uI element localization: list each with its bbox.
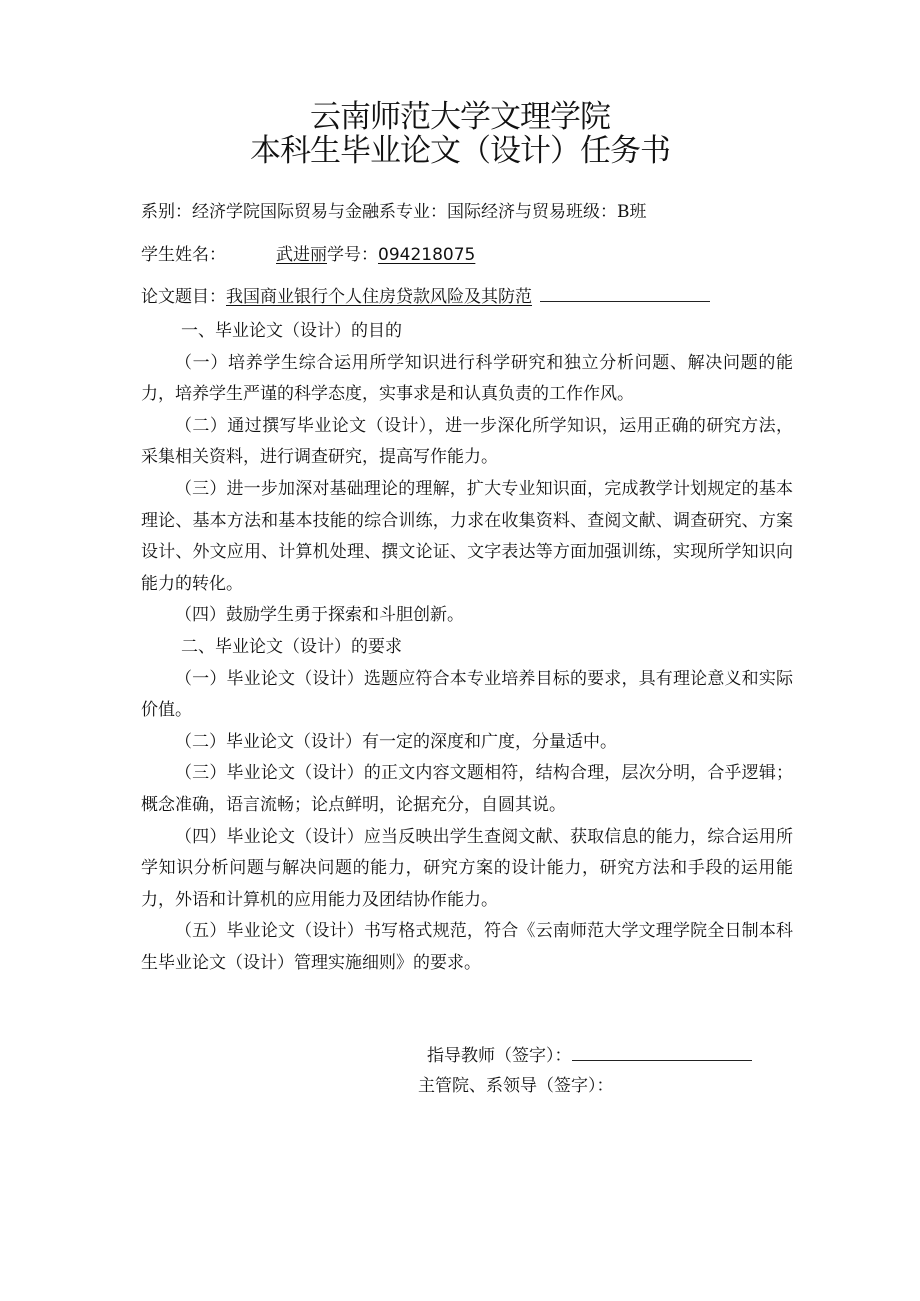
purpose-item: （四）鼓励学生勇于探索和斗胆创新。 [175, 605, 464, 626]
advisor-signature-blank [572, 1042, 752, 1061]
student-id-value: 094218075 [378, 245, 476, 265]
requirement-item: （二）毕业论文（设计）有一定的深度和广度，分量适中。 [175, 731, 617, 752]
advisor-signature-line [427, 1042, 752, 1068]
document-title-form: 本科生毕业论文（设计）任务书 [250, 133, 670, 169]
requirement-item: （一）毕业论文（设计）选题应符合本专业培养目标的要求，具有理论意义和实际价值。 [141, 668, 793, 721]
document-title-institution: 云南师范大学文理学院 [310, 99, 610, 135]
purpose-item: （三）进一步加深对基础理论的理解，扩大专业知识面，完成教学计划规定的基本理论、基本方法和基本技能的综合训练，力求在收集资料、查阅文献、调查研究、方案设计、外文应用、计算机处理、撰文论证、文字表达等方面加强训练，实现所学知识向能力的转化。 [141, 478, 793, 594]
thesis-topic-line [141, 283, 710, 309]
student-name-label: 学生姓名： [141, 245, 226, 265]
leader-signature-line [418, 1074, 614, 1098]
student-info-line [141, 243, 475, 267]
leader-signature-label: 主管院、系领导（签字）： [418, 1076, 614, 1096]
section-heading-purpose: 一、毕业论文（设计）的目的 [181, 321, 402, 341]
thesis-topic-value: 我国商业银行个人住房贷款风险及其防范 [226, 287, 532, 307]
requirement-item: （三）毕业论文（设计）的正文内容文题相符，结构合理，层次分明，合乎逻辑；概念准确，语言流畅；论点鲜明，论据充分，自圆其说。 [141, 763, 793, 815]
student-id-label: 学号： [327, 245, 378, 265]
department-major-class-line: 系别：经济学院国际贸易与金融系专业：国际经济与贸易班级：B班 [141, 202, 647, 222]
advisor-signature-label: 指导教师（签字）： [427, 1046, 572, 1066]
document-body [141, 316, 793, 979]
requirement-item: （四）毕业论文（设计）应当反映出学生查阅文献、获取信息的能力，综合运用所学知识分析问题与解决问题的能力，研究方案的设计能力，研究方法和手段的运用能力，外语和计算机的应用能力及团结协作能力。 [141, 826, 793, 910]
topic-blank-underline [540, 283, 710, 302]
student-name-value: 武进丽 [276, 245, 327, 265]
requirement-item: （五）毕业论文（设计）书写格式规范，符合《云南师范大学文理学院全日制本科生毕业论文（设计）管理实施细则》的要求。 [141, 921, 793, 973]
purpose-item: （一）培养学生综合运用所学知识进行科学研究和独立分析问题、解决问题的能力，培养学生严谨的科学态度，实事求是和认真负责的工作作风。 [141, 352, 793, 405]
purpose-item: （二）通过撰写毕业论文（设计），进一步深化所学知识，运用正确的研究方法，采集相关资料，进行调查研究，提高写作能力。 [141, 415, 793, 468]
section-heading-requirements: 二、毕业论文（设计）的要求 [181, 636, 402, 657]
thesis-topic-label: 论文题目： [141, 287, 226, 307]
